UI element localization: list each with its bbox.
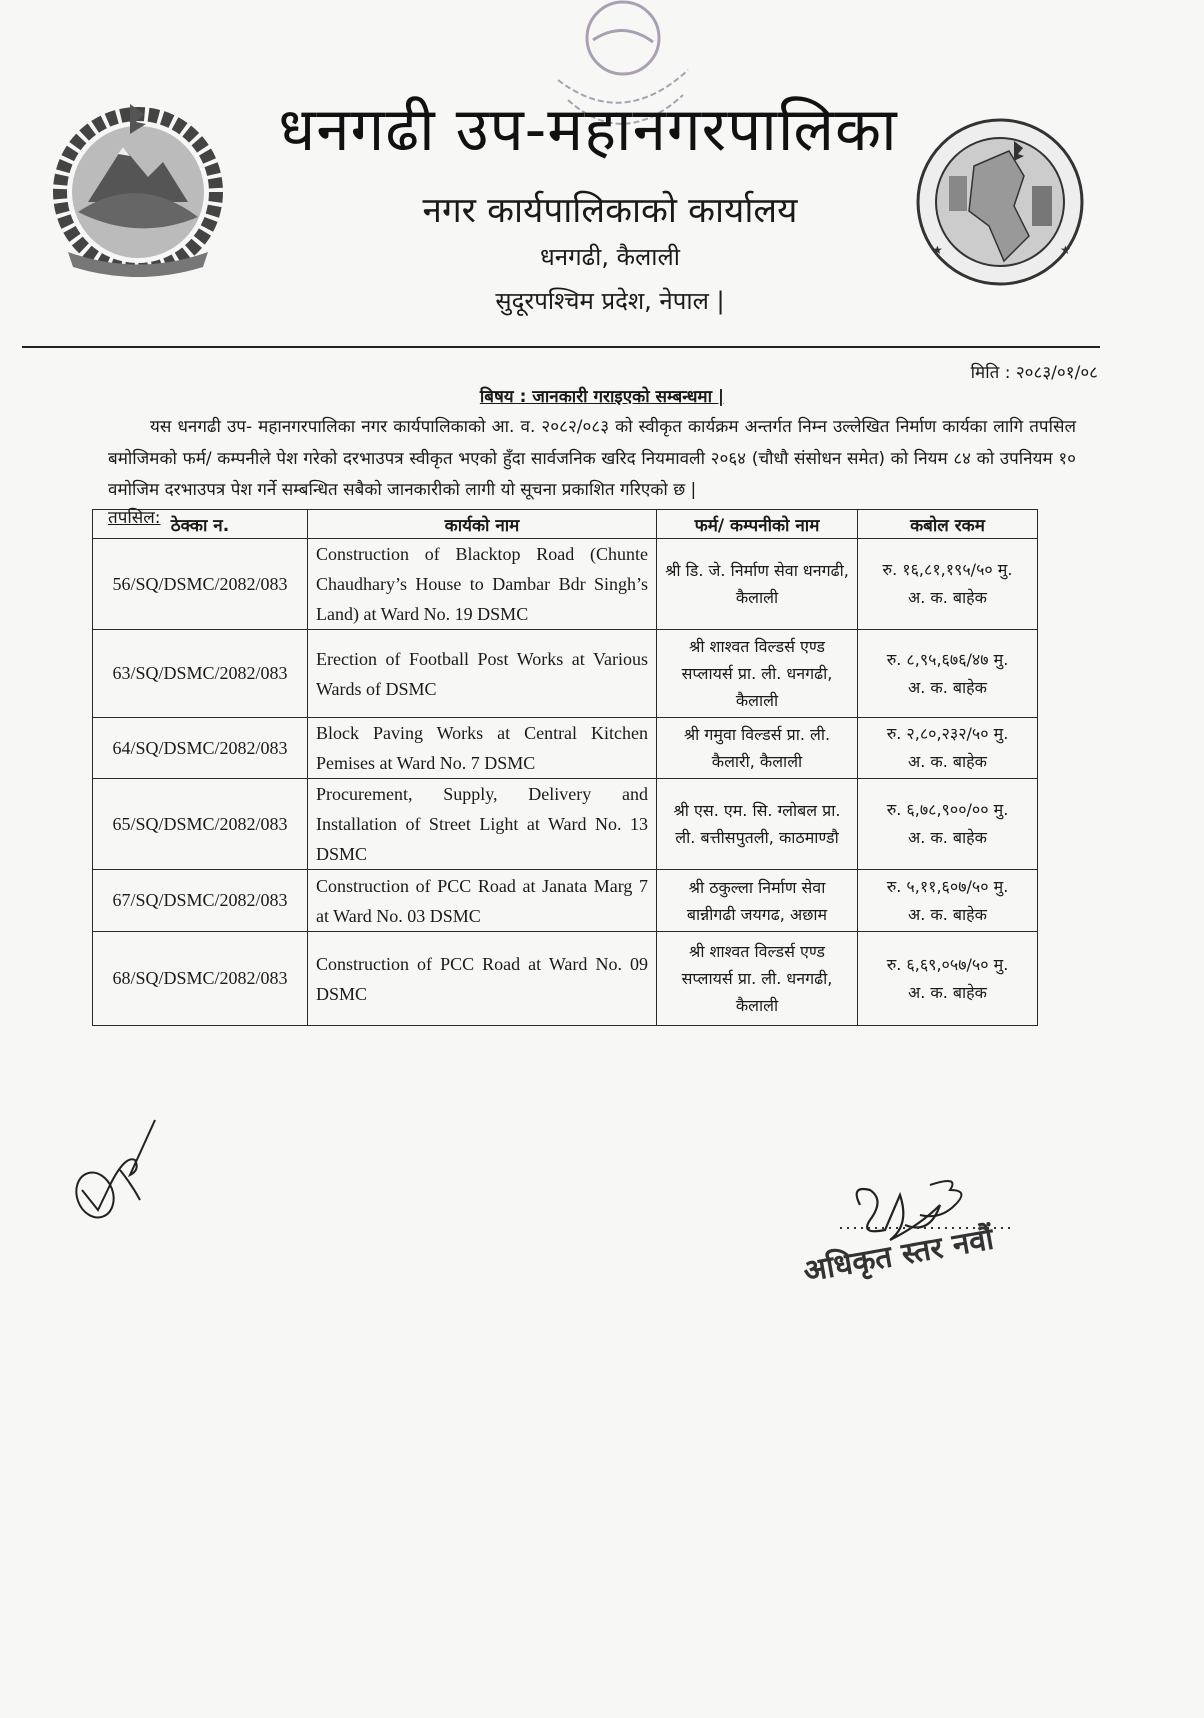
contracts-table: [92, 509, 1038, 1026]
work-name: Erection of Football Post Works at Various Wards of DSMC: [308, 630, 657, 718]
amount-note: अ. क. बाहेक: [908, 828, 987, 847]
contract-no: 67/SQ/DSMC/2082/083: [93, 870, 308, 932]
firm-name: श्री एस. एम. सि. ग्लोबल प्रा. ली. बत्तीसपुतली, काठमाण्डौ: [657, 779, 858, 870]
table-header-row: [93, 510, 1038, 539]
amount-value: रु. १६,८१,१९५/५० मु.: [882, 560, 1013, 579]
amount-value: रु. ८,९५,६७६/४७ मु.: [886, 649, 1009, 669]
work-name: Procurement, Supply, Delivery and Installation of Street Light at Ward No. 13 DSMC: [308, 779, 657, 870]
table-row: [93, 718, 1038, 779]
bid-amount: [858, 718, 1038, 779]
header-amount: कबोल रकम: [858, 510, 1038, 539]
contract-no: 56/SQ/DSMC/2082/083: [93, 539, 308, 630]
details-label: तपसिल:: [108, 508, 161, 528]
contract-no: 64/SQ/DSMC/2082/083: [93, 718, 308, 779]
firm-name: श्री ठकुल्ला निर्माण सेवा बान्नीगढी जयगढ, अछाम: [657, 870, 858, 932]
bid-amount: [858, 779, 1038, 870]
firm-name: श्री डि. जे. निर्माण सेवा धनगढी, कैलाली: [657, 539, 858, 630]
amount-note: अ. क. बाहेक: [908, 752, 987, 771]
office-province: सुदूरपश्चिम प्रदेश, नेपाल |: [495, 287, 725, 315]
work-name: Construction of PCC Road at Ward No. 09 DSMC: [308, 932, 657, 1026]
subject-line: [0, 384, 1204, 410]
amount-value: रु. ६,६९,०५७/५० मु.: [886, 954, 1009, 974]
header-firm-name: फर्म/ कम्पनीको नाम: [657, 510, 858, 539]
firm-name: श्री गमुवा विल्डर्स प्रा. ली. कैलारी, कैलाली: [657, 718, 858, 779]
body-paragraph: [108, 412, 1076, 507]
svg-text:★: ★: [932, 243, 943, 257]
nepal-emblem-icon: [38, 92, 238, 292]
handwritten-initials-icon: [70, 1115, 160, 1225]
svg-text:★: ★: [1060, 243, 1071, 257]
bid-amount: [858, 630, 1038, 718]
amount-note: अ. क. बाहेक: [908, 677, 987, 697]
office-location: धनगढी, कैलाली: [540, 243, 680, 271]
header-divider: [22, 346, 1100, 348]
contract-no: 63/SQ/DSMC/2082/083: [93, 630, 308, 718]
bid-amount: [858, 932, 1038, 1026]
contract-no: 68/SQ/DSMC/2082/083: [93, 932, 308, 1026]
page-title: धनगढी उप-महानगरपालिका: [278, 95, 898, 165]
bid-amount: [858, 539, 1038, 630]
header-work-name: कार्यको नाम: [308, 510, 657, 539]
amount-note: अ. क. बाहेक: [908, 982, 987, 1002]
municipality-logo-icon: [914, 116, 1086, 288]
firm-name: श्री शाश्वत विल्डर्स एण्ड सप्लायर्स प्रा. ली. धनगढी, कैलाली: [657, 630, 858, 718]
amount-value: रु. ६,७८,९००/०० मु.: [886, 800, 1009, 819]
body-text: यस धनगढी उप- महानगरपालिका नगर कार्यपालिकाको आ. व. २०८२/०८३ को स्वीकृत कार्यक्रम अन्तर्गत निम्न उल्लेखित निर्माण कार्यका लागि तपसिल बमोजिमको फर्म/ कम्पनीले पेश गरेको दरभाउपत्र स्वीकृत भएको हुँदा सार्वजनिक खरिद नियमावली २०६४ (चौधौ संसोधन समेत) को नियम ८४ को उपनियम १० वमोजिम दरभाउपत्र पेश गर्ने सम्बन्धित सबैको जानकारीको लागी यो सूचना प्रकाशित गरिएको छ |: [108, 417, 1076, 500]
work-name: Construction of Blacktop Road (Chunte Chaudhary’s House to Dambar Bdr Singh’s Land) at Ward No. 19 DSMC: [308, 539, 657, 630]
table-row: [93, 779, 1038, 870]
amount-value: रु. ५,११,६०७/५० मु.: [886, 876, 1009, 896]
amount-value: रु. २,८०,२३२/५० मु.: [886, 724, 1009, 743]
work-name: Construction of PCC Road at Janata Marg 7 at Ward No. 03 DSMC: [308, 870, 657, 932]
document-date: मिति : २०८३/०१/०८: [970, 363, 1098, 383]
table-row: [93, 539, 1038, 630]
table-row: [93, 630, 1038, 718]
bid-amount: [858, 870, 1038, 932]
header-contract-no: ठेक्का न.: [93, 510, 308, 539]
subject-text: बिषय : जानकारी गराइएको सम्बन्धमा |: [479, 387, 725, 407]
amount-note: अ. क. बाहेक: [908, 904, 987, 924]
office-name: नगर कार्यपालिकाको कार्यालय: [422, 191, 798, 231]
table-row: [93, 932, 1038, 1026]
firm-name: श्री शाश्वत विल्डर्स एण्ड सप्लायर्स प्रा. ली. धनगढी, कैलाली: [657, 932, 858, 1026]
table-row: [93, 870, 1038, 932]
contract-no: 65/SQ/DSMC/2082/083: [93, 779, 308, 870]
amount-note: अ. क. बाहेक: [908, 588, 987, 607]
work-name: Block Paving Works at Central Kitchen Pemises at Ward No. 7 DSMC: [308, 718, 657, 779]
signatory-title: अधिकृत स्तर नवौं: [800, 1221, 997, 1290]
